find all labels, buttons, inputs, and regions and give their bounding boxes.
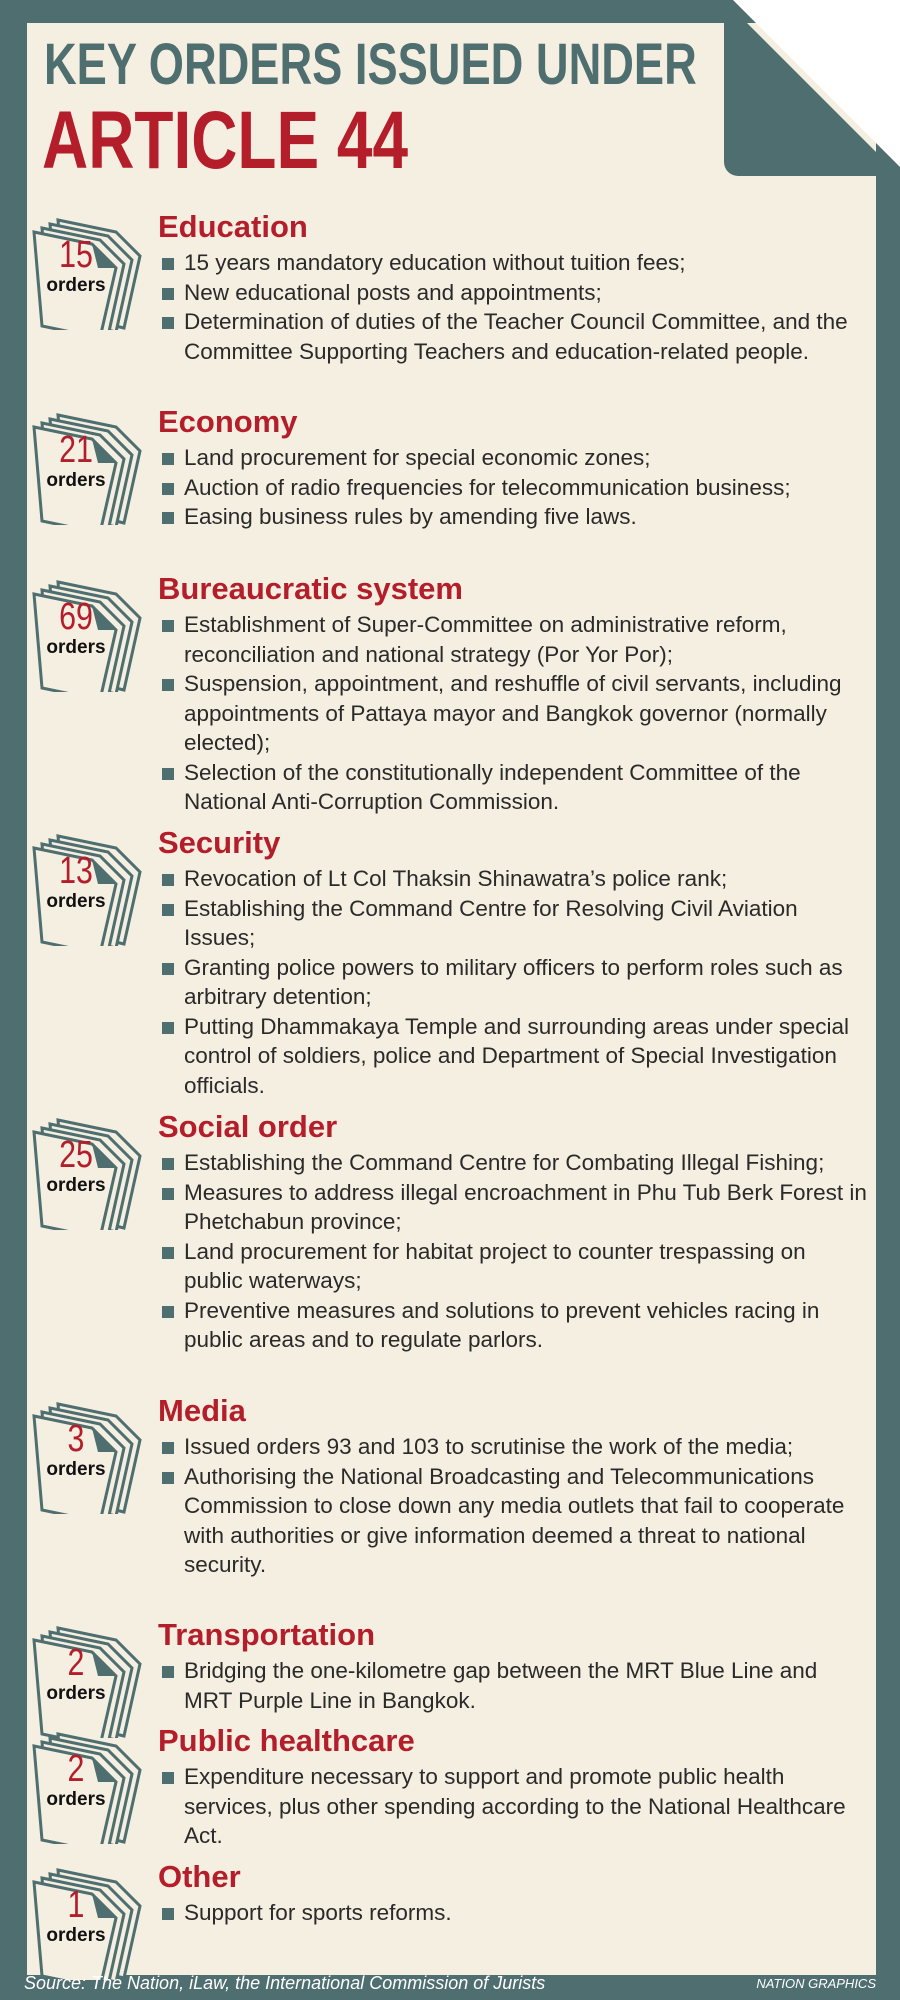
order-count: 2	[67, 1642, 85, 1684]
category-title: Bureaucratic system	[158, 571, 463, 606]
order-count: 25	[59, 1134, 93, 1176]
document-stack-icon	[28, 572, 148, 692]
orders-label: orders	[46, 637, 106, 658]
order-list	[160, 1762, 870, 1851]
category-title: Education	[158, 209, 308, 244]
category-title: Security	[158, 825, 281, 860]
orders-label: orders	[46, 275, 106, 296]
orders-label: orders	[46, 1683, 106, 1704]
category-title: Public healthcare	[158, 1723, 415, 1758]
list-item: Establishing the Command Centre for Combating Illegal Fishing;	[160, 1148, 870, 1178]
order-count: 69	[59, 596, 93, 638]
list-item: Preventive measures and solutions to prevent vehicles racing in public areas and to regulate parlors.	[160, 1296, 870, 1355]
order-count: 21	[59, 429, 93, 471]
list-item: Establishment of Super-Committee on administrative reform, reconciliation and national strategy (Por Yor Por);	[160, 610, 870, 669]
order-list	[160, 1656, 870, 1715]
list-item: Support for sports reforms.	[160, 1898, 870, 1928]
document-stack-icon	[28, 826, 148, 946]
order-list	[160, 1148, 870, 1355]
order-count: 2	[67, 1748, 85, 1790]
category-title: Transportation	[158, 1617, 376, 1652]
list-item: Authorising the National Broadcasting and Telecommunications Commission to close down any media outlets that fail to cooperate with authorities or give information deemed a threat to national security.	[160, 1462, 870, 1580]
list-item: New educational posts and appointments;	[160, 278, 870, 308]
category-title: Other	[158, 1859, 241, 1894]
list-item: Bridging the one-kilometre gap between the MRT Blue Line and MRT Purple Line in Bangkok.	[160, 1656, 870, 1715]
order-count: 15	[59, 234, 93, 276]
order-list	[160, 610, 870, 817]
footer	[0, 1970, 900, 2000]
list-item: Putting Dhammakaya Temple and surrounding areas under special control of soldiers, police and Department of Special Investigation officials.	[160, 1012, 870, 1101]
document-stack-icon	[28, 210, 148, 330]
title-line-2: ARTICLE 44	[42, 95, 409, 186]
order-list	[160, 443, 870, 532]
document-stack-icon	[28, 405, 148, 525]
list-item: Establishing the Command Centre for Resolving Civil Aviation Issues;	[160, 894, 870, 953]
order-count: 3	[67, 1418, 85, 1460]
category-title: Economy	[158, 404, 298, 439]
orders-label: orders	[46, 1789, 106, 1810]
list-item: Land procurement for habitat project to counter trespassing on public waterways;	[160, 1237, 870, 1296]
credit-text: NATION GRAPHICS	[756, 1976, 876, 1991]
list-item: 15 years mandatory education without tuition fees;	[160, 248, 870, 278]
orders-label: orders	[46, 1459, 106, 1480]
source-text: Source: The Nation, iLaw, the International Commission of Jurists	[24, 1973, 546, 1993]
orders-label: orders	[46, 470, 106, 491]
order-count: 1	[67, 1884, 85, 1926]
title-line-1: KEY ORDERS ISSUED UNDER	[44, 32, 697, 97]
list-item: Expenditure necessary to support and promote public health services, plus other spending according to the National Healthcare Act.	[160, 1762, 870, 1851]
list-item: Measures to address illegal encroachment in Phu Tub Berk Forest in Phetchabun province;	[160, 1178, 870, 1237]
order-list	[160, 1898, 870, 1928]
list-item: Revocation of Lt Col Thaksin Shinawatra’s police rank;	[160, 864, 870, 894]
list-item: Determination of duties of the Teacher Council Committee, and the Committee Supporting Teachers and education-related people.	[160, 307, 870, 366]
list-item: Suspension, appointment, and reshuffle of civil servants, including appointments of Pattaya mayor and Bangkok governor (normally elected);	[160, 669, 870, 758]
document-stack-icon	[28, 1110, 148, 1230]
list-item: Granting police powers to military officers to perform roles such as arbitrary detention;	[160, 953, 870, 1012]
list-item: Issued orders 93 and 103 to scrutinise the work of the media;	[160, 1432, 870, 1462]
document-stack-icon	[28, 1394, 148, 1514]
list-item: Auction of radio frequencies for telecommunication business;	[160, 473, 870, 503]
document-stack-icon	[28, 1724, 148, 1844]
document-stack-icon	[28, 1618, 148, 1738]
list-item: Easing business rules by amending five laws.	[160, 502, 870, 532]
list-item: Land procurement for special economic zones;	[160, 443, 870, 473]
order-list	[160, 248, 870, 366]
category-title: Social order	[158, 1109, 338, 1144]
orders-label: orders	[46, 1175, 106, 1196]
category-title: Media	[158, 1393, 246, 1428]
order-list	[160, 864, 870, 1100]
orders-label: orders	[46, 891, 106, 912]
order-list	[160, 1432, 870, 1580]
orders-label: orders	[46, 1925, 106, 1946]
list-item: Selection of the constitutionally independent Committee of the National Anti-Corruption Commission.	[160, 758, 870, 817]
document-stack-icon	[28, 1860, 148, 1980]
order-count: 13	[59, 850, 93, 892]
